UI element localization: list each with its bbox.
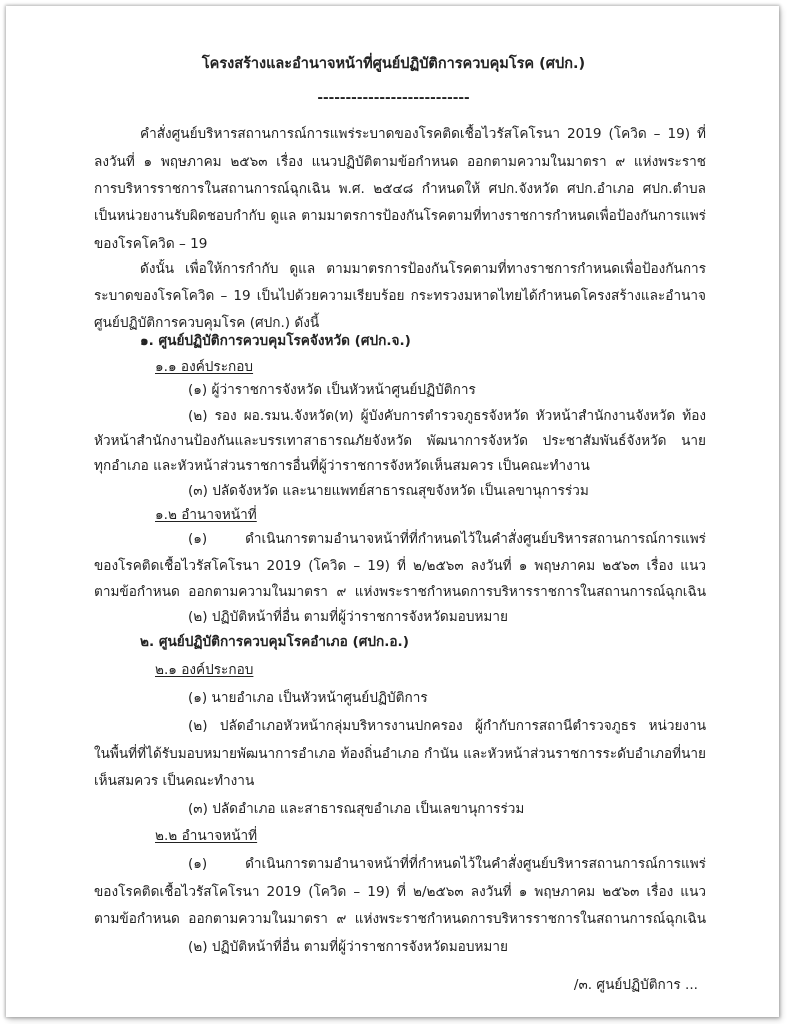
section2-composition-item: ในพื้นที่ที่ได้รับมอบหมายพัฒนาการอำเภอ ท้องถิ่นอำเภอ กำนัน และหัวหน้าส่วนราชการระดับอำเภอที่นาย: [94, 746, 706, 762]
purpose-line: ศูนย์ปฏิบัติการควบคุมโรค (ศปก.) ดังนี้: [94, 315, 320, 331]
section1-duties-heading: ๑.๒ อำนาจหน้าที่: [155, 507, 257, 523]
section1-duties-item: ตามข้อกำหนด ออกตามความในมาตรา ๙ แห่งพระราชกำหนดการบริหารราชการในสถานการณ์ฉุกเฉิน: [94, 584, 706, 600]
section1-composition-item: (๒) รอง ผอ.รมน.จังหวัด(ท) ผู้บังคับการตำรวจภูธรจังหวัด หัวหน้าสำนักงานจังหวัด ท้อง: [188, 408, 706, 424]
section1-duties-item: (๒) ปฏิบัติหน้าที่อื่น ตามที่ผู้ว่าราชการจังหวัดมอบหมาย: [188, 609, 508, 625]
section1-composition-item: หัวหน้าสำนักงานป้องกันและบรรเทาสาธารณภัยจังหวัด พัฒนาการจังหวัด ประชาสัมพันธ์จังหวัด นาย: [94, 433, 706, 449]
section2-duties-item: (๒) ปฏิบัติหน้าที่อื่น ตามที่ผู้ว่าราชการจังหวัดมอบหมาย: [188, 939, 508, 955]
continuation-note: /๓. ศูนย์ปฏิบัติการ ...: [573, 977, 698, 993]
title-divider: ---------------------------: [317, 90, 470, 106]
intro-line: คำสั่งศูนย์บริหารสถานการณ์การแพร่ระบาดของโรคติดเชื้อไวรัสโคโรนา 2019 (โควิด – 19) ที่: [140, 126, 706, 142]
section2-heading: ๒. ศูนย์ปฏิบัติการควบคุมโรคอำเภอ (ศปก.อ.): [140, 634, 409, 650]
section2-composition-item: (๑) นายอำเภอ เป็นหัวหน้าศูนย์ปฏิบัติการ: [188, 690, 428, 706]
document-title: โครงสร้างและอำนาจหน้าที่ศูนย์ปฏิบัติการควบคุมโรค (ศปก.): [201, 56, 586, 72]
purpose-line: ดังนั้น เพื่อให้การกำกับ ดูแล ตามมาตรการป้องกันโรคตามที่ทางราชการกำหนดเพื่อป้องกันการ: [140, 261, 706, 277]
section2-composition-heading: ๒.๑ องค์ประกอบ: [155, 662, 254, 678]
section2-duties-heading: ๒.๒ อำนาจหน้าที่: [155, 828, 258, 844]
intro-line: ของโรคโควิด – 19: [94, 236, 208, 252]
section1-duties-item: ของโรคติดเชื้อไวรัสโคโรนา 2019 (โควิด – 19) ที่ ๒/๒๕๖๓ ลงวันที่ ๑ พฤษภาคม ๒๕๖๓ เรื่อง แนว: [94, 558, 706, 574]
section2-composition-item: เห็นสมควร เป็นคณะทำงาน: [94, 773, 255, 789]
section1-composition-heading: ๑.๑ องค์ประกอบ: [155, 359, 254, 375]
intro-line: ลงวันที่ ๑ พฤษภาคม ๒๕๖๓ เรื่อง แนวปฏิบัติตามข้อกำหนด ออกตามความในมาตรา ๙ แห่งพระราช: [94, 154, 706, 170]
section1-composition-item: (๑) ผู้ว่าราชการจังหวัด เป็นหัวหน้าศูนย์ปฏิบัติการ: [188, 382, 476, 398]
section2-duties-item: ของโรคติดเชื้อไวรัสโคโรนา 2019 (โควิด – 19) ที่ ๒/๒๕๖๓ ลงวันที่ ๑ พฤษภาคม ๒๕๖๓ เรื่อง แนว: [94, 884, 706, 900]
section2-duties-item: (๑) ดำเนินการตามอำนาจหน้าที่ที่กำหนดไว้ในคำสั่งศูนย์บริหารสถานการณ์การแพร่: [188, 856, 706, 872]
section1-heading: ๑. ศูนย์ปฏิบัติการควบคุมโรคจังหวัด (ศปก.จ.): [140, 333, 411, 349]
section2-duties-item: ตามข้อกำหนด ออกตามความในมาตรา ๙ แห่งพระราชกำหนดการบริหารราชการในสถานการณ์ฉุกเฉิน: [94, 911, 706, 927]
intro-line: การบริหารราชการในสถานการณ์ฉุกเฉิน พ.ศ. ๒๕๔๘ กำหนดให้ ศปก.จังหวัด ศปก.อำเภอ ศปก.ตำบล: [94, 181, 706, 197]
intro-line: เป็นหน่วยงานรับผิดชอบกำกับ ดูแล ตามมาตรการป้องกันโรคตามที่ทางราชการกำหนดเพื่อป้องกันการแพร่: [94, 208, 706, 224]
section1-duties-item: (๑) ดำเนินการตามอำนาจหน้าที่ที่กำหนดไว้ในคำสั่งศูนย์บริหารสถานการณ์การแพร่: [188, 531, 706, 547]
section1-composition-item: ทุกอำเภอ และหัวหน้าส่วนราชการอื่นที่ผู้ว่าราชการจังหวัดเห็นสมควร เป็นคณะทำงาน: [94, 458, 590, 474]
purpose-line: ระบาดของโรคโควิด – 19 เป็นไปด้วยความเรียบร้อย กระทรวงมหาดไทยได้กำหนดโครงสร้างและอำนาจ: [94, 288, 706, 304]
section1-composition-item: (๓) ปลัดจังหวัด และนายแพทย์สาธารณสุขจังหวัด เป็นเลขานุการร่วม: [188, 483, 589, 499]
section2-composition-item: (๒) ปลัดอำเภอหัวหน้ากลุ่มบริหารงานปกครอง ผู้กำกับการสถานีตำรวจภูธร หน่วยงาน: [188, 718, 706, 734]
section2-composition-item: (๓) ปลัดอำเภอ และสาธารณสุขอำเภอ เป็นเลขานุการร่วม: [188, 801, 525, 817]
